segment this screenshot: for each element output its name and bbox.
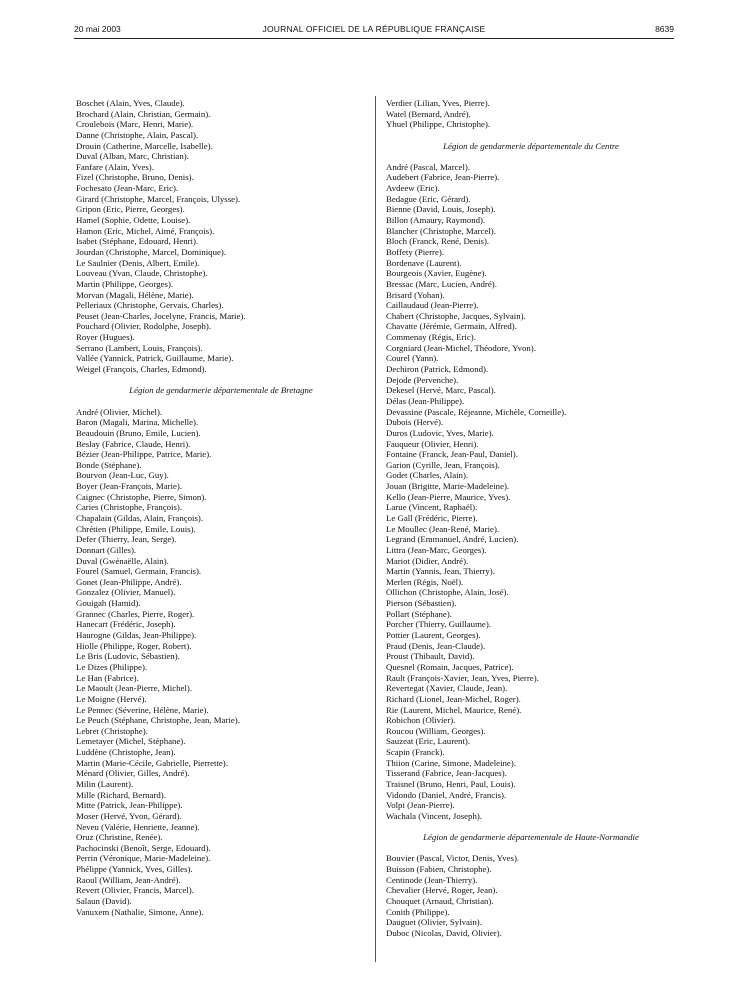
list-item: Pachocinski (Benoît, Serge, Edouard).	[76, 842, 211, 853]
list-item: Luddène (Christophe, Jean).	[76, 747, 176, 758]
list-item: Richard (Lionel, Jean-Michel, Roger).	[386, 693, 521, 704]
column-divider	[375, 96, 376, 962]
list-item: Le Saulnier (Denis, Albert, Emile).	[76, 257, 200, 268]
list-item: Chabert (Christophe, Jacques, Sylvain).	[386, 310, 526, 321]
list-item: Drouin (Catherine, Marcelle, Isabelle).	[76, 140, 213, 151]
list-item: Le Han (Fabrice).	[76, 672, 139, 683]
section-heading: Légion de gendarmerie départementale du Centre	[443, 140, 619, 151]
list-item: Duros (Ludovic, Yves, Marie).	[386, 427, 494, 438]
spacer	[386, 822, 676, 833]
list-item: Duval (Gwénaëlle, Alain).	[76, 555, 169, 566]
list-item: Gripon (Eric, Pierre, Georges).	[76, 204, 185, 215]
list-item: Vallée (Yannick, Patrick, Guillaume, Marie).	[76, 353, 234, 364]
list-item: Courel (Yann).	[386, 353, 439, 364]
list-item: Fauqueur (Olivier, Henri).	[386, 438, 479, 449]
list-item: Chavatte (Jérémie, Germain, Alfred).	[386, 321, 517, 332]
list-item: André (Olivier, Michel).	[76, 406, 163, 417]
list-item: Chevalier (Hervé, Roger, Jean).	[386, 885, 498, 896]
list-item: Centinode (Jean-Thierry).	[386, 874, 478, 885]
list-item: Lemetayer (Michel, Stéphane).	[76, 736, 186, 747]
list-item: Rie (Laurent, Michel, Maurice, René).	[386, 704, 522, 715]
list-item: Caignec (Christophe, Pierre, Simon).	[76, 491, 207, 502]
page-header	[74, 24, 674, 38]
list-item: Bourvon (Jean-Luc, Guy).	[76, 470, 169, 481]
list-item: Pollart (Stéphane).	[386, 608, 452, 619]
list-item: Thiion (Carine, Simone, Madeleine).	[386, 757, 516, 768]
list-item: Baron (Magali, Marina, Michelle).	[76, 417, 199, 428]
list-item: Brisard (Yohan).	[386, 289, 445, 300]
list-item: Duval (Alban, Marc, Christian).	[76, 151, 189, 162]
list-item: Devassine (Pascale, Réjeanne, Michèle, Corneille).	[386, 406, 567, 417]
list-item: Martin (Yannis, Jean, Thierry).	[386, 566, 495, 577]
list-item: Jouan (Brigitte, Marie-Madeleine).	[386, 481, 510, 492]
spacer	[76, 396, 366, 407]
list-item: Fourel (Samuel, Germain, Francis).	[76, 566, 202, 577]
list-item: Salaun (David).	[76, 896, 132, 907]
left-column	[76, 98, 366, 917]
list-item: Audebert (Fabrice, Jean-Pierre).	[386, 172, 500, 183]
list-item: Boschet (Alain, Yves, Claude).	[76, 98, 185, 108]
right-column	[386, 98, 676, 939]
list-item: Buisson (Fabien, Christophe).	[386, 864, 492, 875]
list-item: Le Pennec (Séverine, Hélène, Marie).	[76, 704, 209, 715]
list-item: Billon (Amaury, Raymond).	[386, 215, 486, 226]
list-item: Moser (Hervé, Yvon, Gérard).	[76, 810, 182, 821]
list-item: Hanecart (Frédéric, Joseph).	[76, 619, 176, 630]
list-item: Chapalain (Gildas, Alain, François).	[76, 512, 204, 523]
list-item: Vidondo (Daniel, André, Francis).	[386, 789, 507, 800]
list-item: Merlen (Régis, Noël).	[386, 576, 464, 587]
list-item: Hiolle (Philippe, Roger, Robert).	[76, 640, 192, 651]
list-item: Hamon (Eric, Michel, Aimé, François).	[76, 225, 215, 236]
journal-title: JOURNAL OFFICIEL DE LA RÉPUBLIQUE FRANÇAISE	[262, 24, 486, 34]
header-rule	[74, 38, 674, 39]
list-item: Le Peuch (Stéphane, Christophe, Jean, Marie).	[76, 715, 240, 726]
list-item: Garion (Cyrille, Jean, François).	[386, 459, 500, 470]
list-item: Ollichon (Christophe, Alain, José).	[386, 587, 509, 598]
list-item: Beslay (Fabrice, Claude, Henri).	[76, 438, 191, 449]
list-item: Délas (Jean-Philippe).	[386, 395, 465, 406]
list-item: Kello (Jean-Pierre, Maurice, Yves).	[386, 491, 511, 502]
list-item: Bonde (Stéphane).	[76, 459, 142, 470]
list-item: André (Pascal, Marcel).	[386, 161, 471, 172]
spacer	[386, 130, 676, 141]
list-item: Robichon (Olivier).	[386, 715, 456, 726]
list-item: Girard (Christophe, Marcel, François, Ulysse).	[76, 193, 241, 204]
list-item: Tisserand (Fabrice, Jean-Jacques).	[386, 768, 507, 779]
list-item: Watel (Bernard, André).	[386, 108, 471, 119]
list-item: Fanfare (Alain, Yves).	[76, 161, 154, 172]
list-item: Duboc (Nicolas, David, Olivier).	[386, 927, 502, 938]
list-item: Bloch (Franck, René, Denis).	[386, 236, 490, 247]
list-item: Hamel (Sophie, Odette, Louise).	[76, 215, 191, 226]
list-item: Caillaudaud (Jean-Pierre).	[386, 300, 479, 311]
list-item: Le Bris (Ludovic, Sébastien).	[76, 651, 180, 662]
list-item: Revertegat (Xavier, Claude, Jean).	[386, 683, 508, 694]
list-item: Blancher (Christophe, Marcel).	[386, 225, 496, 236]
list-item: Peuset (Jean-Charles, Jocelyne, Francis, Marie).	[76, 310, 246, 321]
list-item: Mitte (Patrick, Jean-Philippe).	[76, 800, 183, 811]
section-heading: Légion de gendarmerie départementale de Haute-Normandie	[423, 832, 639, 843]
list-item: Bézier (Jean-Philippe, Patrice, Marie).	[76, 449, 212, 460]
list-item: Louveau (Yvan, Claude, Christophe).	[76, 268, 208, 279]
list-item: Fochesato (Jean-Marc, Eric).	[76, 183, 179, 194]
list-item: Pierson (Sébastien).	[386, 598, 457, 609]
list-item: Martin (Philippe, Georges).	[76, 278, 174, 289]
list-item: Porcher (Thierry, Guillaume).	[386, 619, 491, 630]
list-item: Dekesel (Hervé, Marc, Pascal).	[386, 385, 496, 396]
list-item: Danne (Christophe, Alain, Pascal).	[76, 129, 199, 140]
list-item: Pelleriaux (Christophe, Gervais, Charles).	[76, 300, 224, 311]
issue-date: 20 mai 2003	[74, 24, 121, 34]
list-item: Dechiron (Patrick, Edmond).	[386, 364, 489, 375]
list-item: Volpi (Jean-Pierre).	[386, 800, 455, 811]
list-item: Le Moullec (Jean-René, Marie).	[386, 523, 500, 534]
list-item: Boyer (Jean-François, Marie).	[76, 481, 183, 492]
list-item: Bressac (Marc, Lucien, André).	[386, 278, 497, 289]
list-item: Boffety (Pierre).	[386, 246, 444, 257]
list-item: Mille (Richard, Bernard).	[76, 789, 166, 800]
list-item: Gouigah (Hamid).	[76, 598, 141, 609]
list-item: Phélippe (Yannick, Yves, Gilles).	[76, 864, 193, 875]
list-item: Oruz (Christine, Renée).	[76, 832, 163, 843]
list-item: Defer (Thierry, Jean, Serge).	[76, 534, 177, 545]
list-item: Rault (François-Xavier, Jean, Yves, Pierre).	[386, 672, 539, 683]
list-item: Sauzeat (Eric, Laurent).	[386, 736, 471, 747]
list-item: Weigel (François, Charles, Edmond).	[76, 364, 207, 375]
list-item: Morvan (Magali, Hélène, Marie).	[76, 289, 194, 300]
list-item: Scapin (Franck).	[386, 747, 445, 758]
list-item: Jourdan (Christophe, Marcel, Dominique).	[76, 246, 227, 257]
list-item: Pottier (Laurent, Georges).	[386, 630, 481, 641]
list-item: Le Gall (Frédéric, Pierre).	[386, 512, 478, 523]
list-item: Isabet (Stéphane, Edouard, Henri).	[76, 236, 199, 247]
list-item: Milin (Laurent).	[76, 779, 134, 789]
list-item: Neveu (Valérie, Henriette, Jeanne).	[76, 821, 200, 832]
list-item: Fizel (Christophe, Bruno, Denis).	[76, 172, 194, 183]
list-item: Croulebois (Marc, Henri, Marie).	[76, 119, 194, 130]
list-item: Littra (Jean-Marc, Georges).	[386, 544, 487, 555]
list-item: Martin (Marie-Cécile, Gabrielle, Pierrette).	[76, 757, 228, 768]
list-item: Traisnel (Bruno, Henri, Paul, Louis).	[386, 779, 516, 789]
spacer	[76, 375, 366, 386]
page-number: 8639	[655, 24, 674, 34]
list-item: Ménard (Olivier, Gilles, André).	[76, 768, 190, 779]
list-item: Larue (Vincent, Raphaël).	[386, 502, 478, 513]
list-item: Chrétien (Philippe, Emile, Louis).	[76, 523, 196, 534]
list-item: Yhuel (Philippe, Christophe).	[386, 119, 491, 130]
list-item: Caries (Christophe, François).	[76, 502, 183, 513]
section-heading: Légion de gendarmerie départementale de Bretagne	[129, 385, 313, 396]
list-item: Revert (Olivier, Francis, Marcel).	[76, 885, 194, 896]
list-item: Roucou (William, Georges).	[386, 725, 486, 736]
list-item: Bedague (Eric, Gérard).	[386, 193, 471, 204]
list-item: Conith (Philippe).	[386, 906, 450, 917]
list-item: Raoul (William, Jean-André).	[76, 874, 181, 885]
list-item: Dejode (Pervenche).	[386, 374, 459, 385]
list-item: Bourgeois (Xavier, Eugène).	[386, 268, 487, 279]
list-item: Beaudouin (Bruno, Emile, Lucien).	[76, 427, 201, 438]
list-item: Le Dizes (Philippe).	[76, 661, 148, 672]
list-item: Quesnel (Romain, Jacques, Patrice).	[386, 661, 514, 672]
list-item: Grannec (Charles, Pierre, Roger).	[76, 608, 195, 619]
list-item: Bordenave (Laurent).	[386, 257, 462, 268]
list-item: Pouchard (Olivier, Rodolphe, Joseph).	[76, 321, 211, 332]
spacer	[386, 843, 676, 854]
list-item: Lebret (Christophe).	[76, 725, 148, 736]
list-item: Bouvier (Pascal, Victor, Denis, Yves).	[386, 853, 520, 864]
list-item: Legrand (Emmanuel, André, Lucien).	[386, 534, 519, 545]
list-item: Le Moigne (Hervé).	[76, 693, 147, 704]
list-item: Gonet (Jean-Philippe, André).	[76, 576, 182, 587]
list-item: Haurogne (Gildas, Jean-Philippe).	[76, 630, 197, 641]
list-item: Le Maoult (Jean-Pierre, Michel).	[76, 683, 193, 694]
list-item: Commenay (Régis, Eric).	[386, 332, 476, 343]
list-item: Perrin (Véronique, Marie-Madeleine).	[76, 853, 211, 864]
list-item: Brochard (Alain, Christian, Germain).	[76, 108, 211, 119]
list-item: Avdeew (Eric).	[386, 183, 440, 194]
list-item: Praud (Denis, Jean-Claude).	[386, 640, 486, 651]
list-item: Dauguet (Olivier, Sylvain).	[386, 917, 482, 928]
list-item: Wachala (Vincent, Joseph).	[386, 810, 482, 821]
list-item: Gonzalez (Olivier, Manuel).	[76, 587, 176, 598]
list-item: Vanuxem (Nathalie, Simone, Anne).	[76, 906, 204, 917]
list-item: Fontaine (Franck, Jean-Paul, Daniel).	[386, 449, 518, 460]
list-item: Godet (Charles, Alain).	[386, 470, 469, 481]
list-item: Dubois (Hervé).	[386, 417, 444, 428]
list-item: Donnart (Gilles).	[76, 544, 137, 555]
list-item: Corgniard (Jean-Michel, Théodore, Yvon).	[386, 342, 536, 353]
list-item: Verdier (Lilian, Yves, Pierre).	[386, 98, 490, 108]
list-item: Mariot (Didier, André).	[386, 555, 469, 566]
list-item: Bienne (David, Louis, Joseph).	[386, 204, 496, 215]
list-item: Royer (Hugues).	[76, 332, 135, 343]
list-item: Serrano (Lambert, Louis, François).	[76, 342, 203, 353]
list-item: Chouquet (Arnaud, Christian).	[386, 896, 494, 907]
spacer	[386, 151, 676, 162]
list-item: Proust (Thibault, David).	[386, 651, 475, 662]
